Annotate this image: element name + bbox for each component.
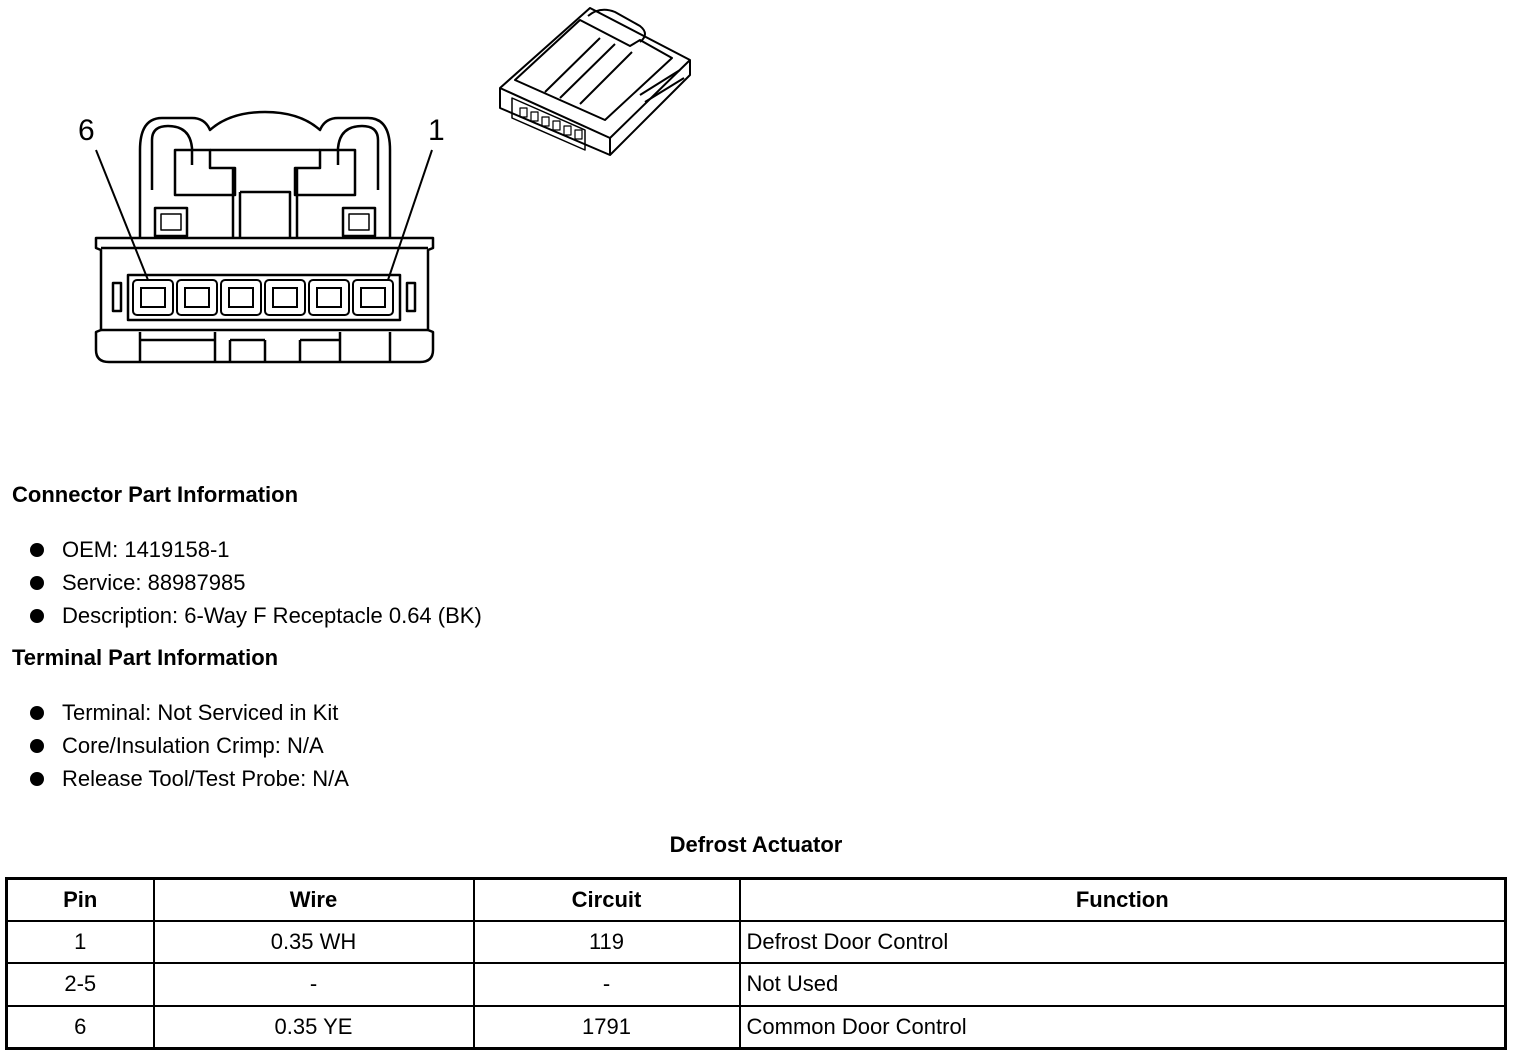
cell-circuit: - (474, 963, 740, 1005)
list-item: Terminal: Not Serviced in Kit (28, 696, 349, 729)
cell-pin: 2-5 (7, 963, 154, 1005)
connector-housing-top (140, 112, 390, 238)
terminal-info-heading: Terminal Part Information (12, 645, 279, 670)
terminal-cavity-2 (309, 280, 349, 315)
pin-table (5, 877, 1507, 1050)
column-header-wire: Wire (154, 879, 474, 922)
table-row (7, 921, 1506, 963)
cell-circuit: 119 (474, 921, 740, 963)
connector-diagram (0, 0, 720, 400)
list-item: Core/Insulation Crimp: N/A (28, 729, 349, 762)
terminal-cavity-5 (177, 280, 217, 315)
terminal-cavity-1 (353, 280, 393, 315)
list-item: Description: 6-Way F Receptacle 0.64 (BK) (28, 599, 482, 632)
cell-pin: 6 (7, 1006, 154, 1049)
list-item: Service: 88987985 (28, 566, 482, 599)
bullet-icon (30, 609, 44, 623)
cell-function: Common Door Control (740, 1006, 1506, 1049)
cell-wire: - (154, 963, 474, 1005)
column-header-pin: Pin (7, 879, 154, 922)
bullet-icon (30, 739, 44, 753)
connector-info-heading: Connector Part Information (12, 482, 299, 507)
table-header-row (7, 879, 1506, 922)
cell-function: Defrost Door Control (740, 921, 1506, 963)
table-title: Defrost Actuator (669, 832, 843, 857)
column-header-function: Function (740, 879, 1506, 922)
connector-info-list (28, 533, 482, 632)
terminal-cavity-3 (265, 280, 305, 315)
bullet-icon (30, 772, 44, 786)
terminal-info-list (28, 696, 349, 795)
connector-isometric-view (500, 8, 690, 155)
bullet-icon (30, 543, 44, 557)
pin-1-label: 1 (428, 114, 445, 147)
column-header-circuit: Circuit (474, 879, 740, 922)
bullet-icon (30, 706, 44, 720)
table-row (7, 1006, 1506, 1049)
cell-wire: 0.35 WH (154, 921, 474, 963)
pin-1-leader-line (388, 150, 432, 280)
table-row (7, 963, 1506, 1005)
cell-circuit: 1791 (474, 1006, 740, 1049)
list-item: OEM: 1419158-1 (28, 533, 482, 566)
bullet-icon (30, 576, 44, 590)
cell-pin: 1 (7, 921, 154, 963)
pin-6-label: 6 (78, 114, 95, 147)
terminal-cavity-4 (221, 280, 261, 315)
cell-wire: 0.35 YE (154, 1006, 474, 1049)
list-item: Release Tool/Test Probe: N/A (28, 762, 349, 795)
cell-function: Not Used (740, 963, 1506, 1005)
terminal-cavity-6 (133, 280, 173, 315)
